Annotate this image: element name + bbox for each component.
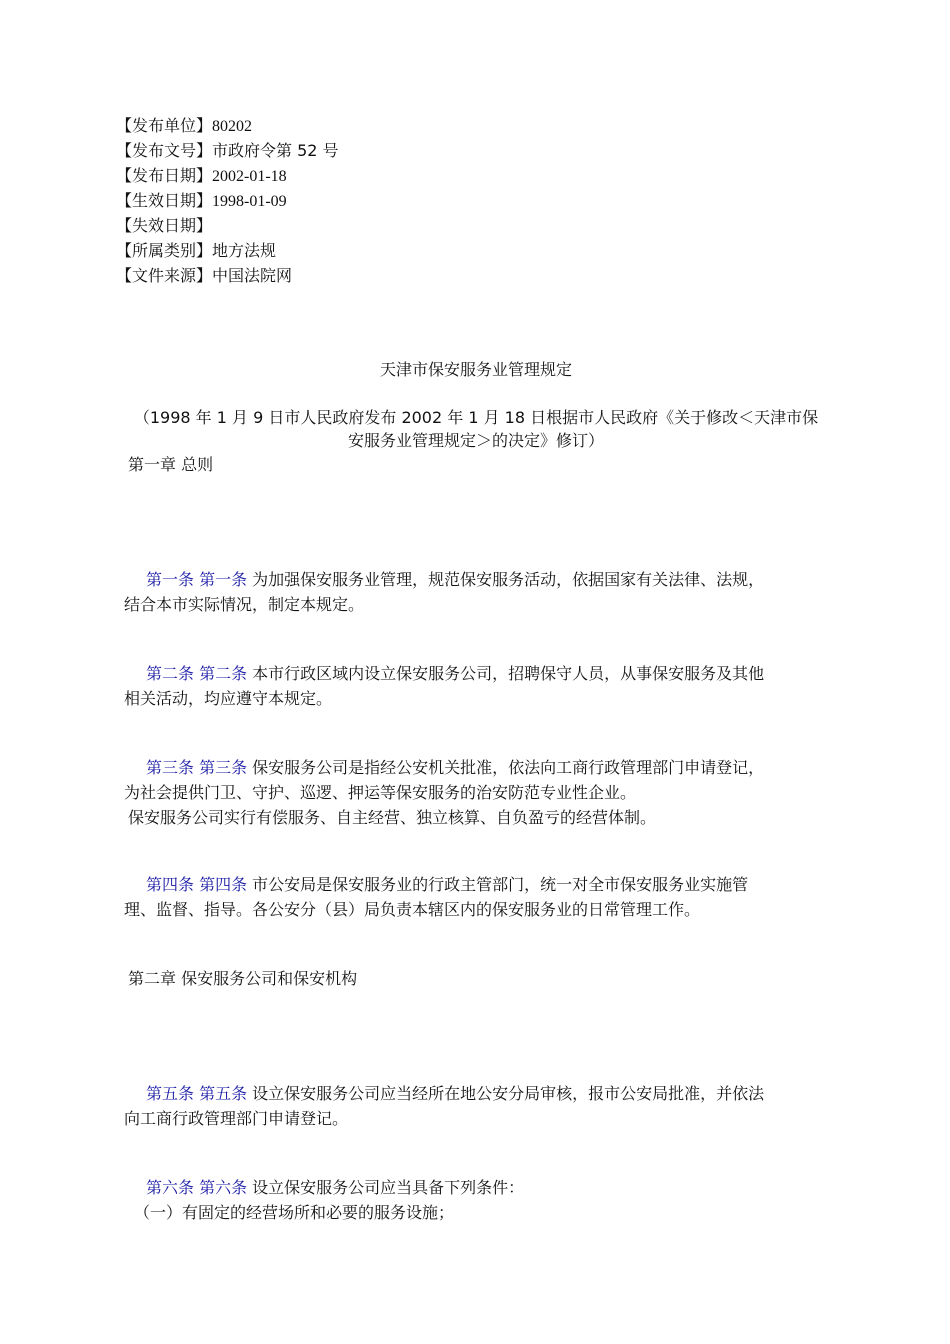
meta-category <box>116 238 276 263</box>
meta-effective-value: 1998-01-09 <box>212 193 287 210</box>
article-1 <box>124 567 828 617</box>
article-text: 本市行政区域内设立保安服务公司，招聘保守人员，从事保安服务及其他 <box>247 664 765 683</box>
meta-category-label: 【所属类别】 <box>116 241 213 260</box>
meta-expire-label: 【失效日期】 <box>116 216 213 235</box>
article-label: 第三条 第三条 <box>146 758 248 777</box>
meta-source <box>116 263 292 288</box>
article-label: 第一条 第一条 <box>146 570 248 589</box>
article-4 <box>124 872 828 922</box>
meta-issue-label: 【发布日期】 <box>116 166 213 185</box>
article-text: 设立保安服务公司应当具备下列条件： <box>247 1178 525 1197</box>
meta-expire-date <box>116 213 212 238</box>
article-label: 第二条 第二条 <box>146 664 248 683</box>
article-text: 保安服务公司是指经公安机关批准，依法向工商行政管理部门申请登记， <box>247 758 765 777</box>
meta-publisher-value: 80202 <box>212 118 253 135</box>
article-text-cont: 理、监督、指导。各公安分（县）局负责本辖区内的保安服务业的日常管理工作。 <box>124 900 701 919</box>
article-label: 第六条 第六条 <box>146 1178 248 1197</box>
article-label: 第五条 第五条 <box>146 1084 248 1103</box>
article-6 <box>124 1175 828 1225</box>
article-3 <box>124 755 828 830</box>
article-text-cont: 向工商行政管理部门申请登记。 <box>124 1109 349 1128</box>
meta-category-value: 地方法规 <box>212 241 277 260</box>
article-text-cont: 为社会提供门卫、守护、巡逻、押运等保安服务的治安防范专业性企业。 <box>124 783 637 802</box>
article-text: 为加强保安服务业管理，规范保安服务活动，依据国家有关法律、法规， <box>247 570 765 589</box>
chapter-heading: 第一章 总则 <box>128 455 214 474</box>
meta-publisher-label: 【发布单位】 <box>116 116 213 135</box>
article-text-extra: 保安服务公司实行有偿服务、自主经营、独立核算、自负盈亏的经营体制。 <box>128 808 657 827</box>
article-5 <box>124 1081 828 1131</box>
article-text: 设立保安服务公司应当经所在地公安分局审核，报市公安局批准，并依法 <box>247 1084 765 1103</box>
meta-publisher <box>116 113 252 139</box>
meta-source-value: 中国法院网 <box>212 266 293 285</box>
document-subtitle-line2: 安服务业管理规定＞的决定》修订） <box>347 431 604 450</box>
article-text: 市公安局是保安服务业的行政主管部门，统一对全市保安服务业实施管 <box>247 875 749 894</box>
meta-effective-date <box>116 188 287 214</box>
meta-issue-value: 2002-01-18 <box>212 168 287 185</box>
article-2 <box>124 661 828 711</box>
article-text-cont: 相关活动，均应遵守本规定。 <box>124 689 333 708</box>
meta-docno-label: 【发布文号】 <box>116 141 213 160</box>
meta-docno <box>116 138 339 163</box>
document-subtitle-line1: （1998 年 1 月 9 日市人民政府发布 2002 年 1 月 18 日根据市人民政府《关于修改＜天津市保 <box>133 408 819 427</box>
article-list-item: （一）有固定的经营场所和必要的服务设施； <box>134 1203 455 1222</box>
document-title: 天津市保安服务业管理规定 <box>379 360 572 379</box>
meta-source-label: 【文件来源】 <box>116 266 213 285</box>
meta-effective-label: 【生效日期】 <box>116 191 213 210</box>
meta-issue-date <box>116 163 287 189</box>
article-label: 第四条 第四条 <box>146 875 248 894</box>
article-text-cont: 结合本市实际情况，制定本规定。 <box>124 595 365 614</box>
chapter-heading: 第二章 保安服务公司和保安机构 <box>128 969 358 988</box>
meta-docno-value: 市政府令第 52 号 <box>212 141 339 160</box>
